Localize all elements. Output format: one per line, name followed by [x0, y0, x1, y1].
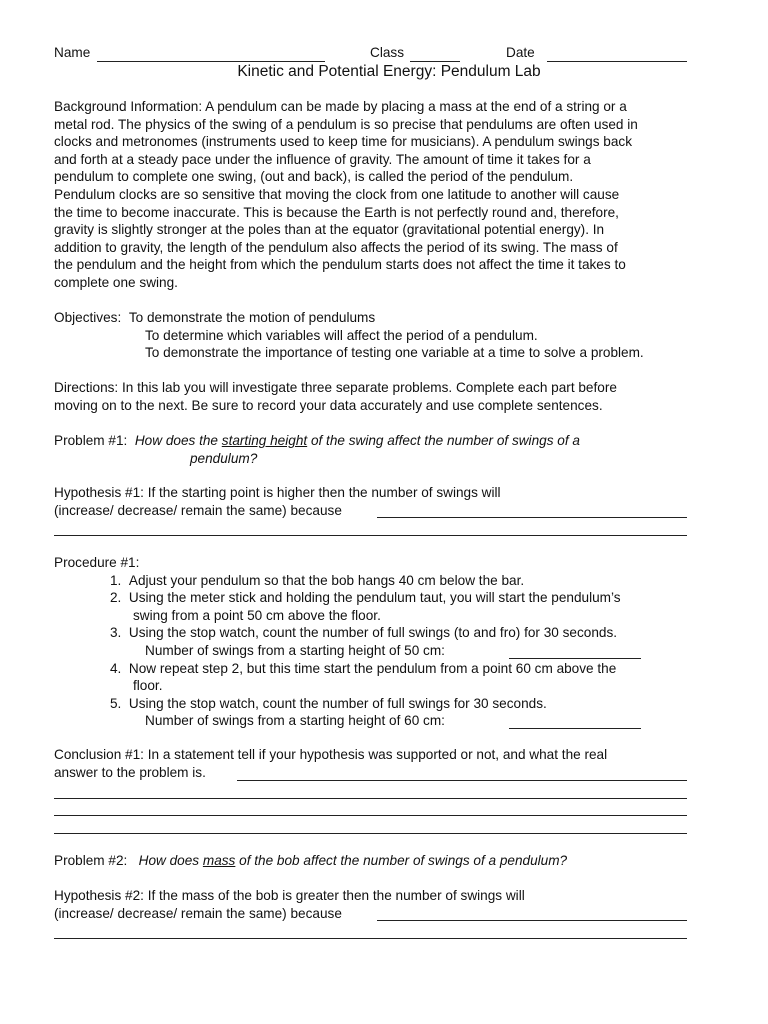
date-blank[interactable] [547, 61, 687, 62]
problem-1-question-cont: pendulum? [190, 450, 258, 466]
procedure-step: Using the meter stick and holding the pendulum taut, you will start the pendulum’s [128, 590, 621, 606]
hypothesis-1-options: (increase/ decrease/ remain the same) because [54, 502, 342, 518]
class-blank[interactable] [410, 61, 460, 62]
background-line: gravity is slightly stronger at the poles than at the equator (gravitational potential energy). In [54, 222, 605, 238]
hypothesis-1-prompt: Hypothesis #1: If the starting point is higher then the number of swings will [54, 485, 501, 500]
date-label: Date [506, 45, 535, 60]
conclusion-1-answer-line[interactable] [237, 780, 687, 781]
name-label: Name [54, 45, 91, 60]
procedure-step: Using the stop watch, count the number of full swings (to and fro) for 30 seconds. [128, 625, 618, 641]
objectives-section [54, 309, 716, 362]
background-line: clocks and metronomes (instruments used to keep time for musicians). A pendulum swings back [54, 134, 632, 150]
directions-line: moving on to the next. Be sure to record your data accurately and use complete sentences. [54, 397, 603, 413]
conclusion-1-answer-line[interactable] [54, 798, 687, 799]
objectives-label: Objectives: [54, 310, 122, 325]
background-line: complete one swing. [54, 274, 178, 290]
background-line: the time to become inaccurate. This is because the Earth is not perfectly round and, therefore, [54, 204, 619, 220]
problem-1-label: Problem #1: [54, 433, 128, 448]
class-label: Class [370, 45, 404, 60]
procedure-1: Procedure #1: 1. Adjust your pendulum so that the bob hangs 40 cm below the bar. 2. Using the meter stick and holding the pendulum taut, you will start the pendulum’s swing from a point 50 cm above the floor. 3. Using the stop watch, count the number of full swings (to and fro) for 30 seconds. Number of swings from a starting height of 50 cm: 4. Now repeat step 2, but this time start the pendulum from a point 60 cm above the floor. 5. Using the stop watch, count the number of full swings for 30 seconds. Number of swings from a starting height of 60 cm: [54, 554, 716, 730]
background-paragraph [54, 98, 716, 292]
background-line: metal rod. The physics of the swing of a pendulum is so precise that pendulums are often used in [54, 116, 638, 132]
hypothesis-2-options: (increase/ decrease/ remain the same) because [54, 905, 342, 921]
conclusion-1-prompt: Conclusion #1: In a statement tell if your hypothesis was supported or not, and what the real [54, 747, 608, 762]
result-60cm-blank[interactable] [509, 728, 641, 729]
objective-item: To demonstrate the motion of pendulums [128, 310, 376, 325]
result-50cm-label: Number of swings from a starting height of 50 cm: [145, 642, 445, 658]
procedure-step: Using the stop watch, count the number of full swings for 30 seconds. [128, 695, 547, 711]
conclusion-1-prompt-cont: answer to the problem is. [54, 764, 206, 780]
directions-section [54, 379, 716, 414]
hypothesis-2-answer-line[interactable] [377, 920, 687, 921]
background-line: the pendulum and the height from which the pendulum starts does not affect the time it takes to [54, 257, 626, 273]
hypothesis-2 [54, 887, 716, 922]
result-60cm-label: Number of swings from a starting height of 60 cm: [145, 713, 445, 729]
background-line: pendulum to complete one swing, (out and back), is called the period of the pendulum. [54, 169, 574, 185]
problem-1-key-variable: starting height [221, 433, 308, 448]
procedure-step-cont: swing from a point 50 cm above the floor. [133, 607, 381, 623]
procedure-step: Now repeat step 2, but this time start the pendulum from a point 60 cm above the [128, 660, 617, 676]
conclusion-1-answer-line[interactable] [54, 815, 687, 816]
objective-item: To demonstrate the importance of testing one variable at a time to solve a problem. [145, 345, 644, 361]
objective-item: To determine which variables will affect the period of a pendulum. [145, 327, 538, 343]
hypothesis-1-answer-line[interactable] [54, 535, 687, 536]
problem-2-key-variable: mass [202, 853, 236, 868]
hypothesis-1-answer-line[interactable] [377, 517, 687, 518]
problem-1 [54, 432, 716, 467]
background-line: Background Information: A pendulum can be made by placing a mass at the end of a string or a [54, 99, 627, 114]
conclusion-1-answer-line[interactable] [54, 833, 687, 834]
result-50cm-blank[interactable] [509, 658, 641, 659]
background-line: and forth at a steady pace under the influence of gravity. The amount of time it takes for a [54, 151, 591, 167]
problem-2 [54, 852, 716, 870]
conclusion-1 [54, 746, 716, 781]
background-line: Pendulum clocks are so sensitive that moving the clock from one latitude to another will cause [54, 186, 620, 202]
page-title: Kinetic and Potential Energy: Pendulum Lab [237, 63, 541, 80]
background-line: addition to gravity, the length of the pendulum also affects the period of its swing. The mass of [54, 239, 618, 255]
hypothesis-1 [54, 484, 716, 519]
problem-1-question: How does the starting height of the swing affect the number of swings of a [134, 433, 580, 448]
procedure-step-cont: floor. [133, 678, 163, 694]
name-blank[interactable] [97, 61, 325, 62]
problem-2-label: Problem #2: [54, 853, 128, 868]
hypothesis-2-prompt: Hypothesis #2: If the mass of the bob is greater then the number of swings will [54, 888, 525, 903]
problem-2-question: How does mass of the bob affect the number of swings of a pendulum? [138, 853, 568, 868]
directions-line: Directions: In this lab you will investigate three separate problems. Complete each part before [54, 380, 617, 395]
procedure-1-label: Procedure #1: [54, 555, 140, 570]
hypothesis-2-answer-line[interactable] [54, 938, 687, 939]
procedure-step: Adjust your pendulum so that the bob hangs 40 cm below the bar. [128, 572, 525, 588]
